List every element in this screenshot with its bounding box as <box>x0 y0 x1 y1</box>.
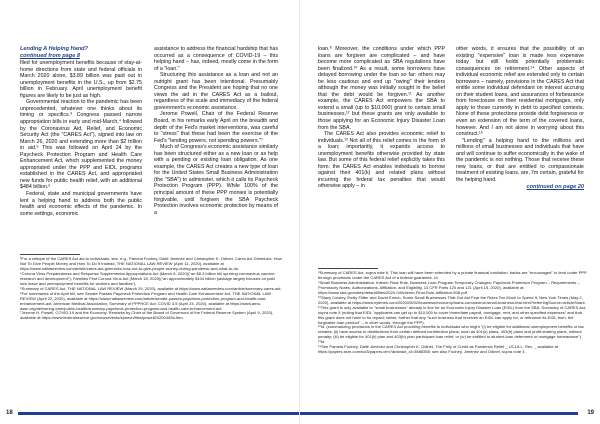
footnote: ¹¹This grant is only available to "small businesses" already in line for an Economic Injury Disaster Loan (EIDL) from the SBA. Summary of CARES Act, supra note 5 (noting that EIDL "applicants can get up to $10,000 to cover immediate payroll, mortgage, rent, and other specified expenses" and that this grant does not have to be repaid; rather, further that any "such business that receives an EIDL can apply for, or refinance its EIDL from, the forgivable loan product" – in other words, through the PPP). <box>318 304 587 325</box>
footnote: ¹⁰Stacy Cowley, Emily Flitter and David Enrich, Some Small Businesses That Got Aid Fear the Rules Too Much to Spend It, New York Times (May 2, 2020), available at https://www.nytimes.com/2020/05/02/business/economy/loans-coronavirus-small-business-fear.html?referringSource=articleShare. <box>318 294 587 305</box>
footnote-divider <box>318 268 378 269</box>
paragraph: Much of Congress's economic assistance similarly has been structured either as a new loan or as help with a pending or existing loan obligation. As one example, the CARES Act creates a new type of loan for the United States Small Business Administration (the "SBA") to administer, which it calls its Paycheck Protection Program (PPP). While 100% of the principal amount of these PPP monies is potentially forgivable, until forgiven the SBA Paycheck Protection involves economic protection by means of a <box>154 144 278 216</box>
footnote: ³For a critique of the CARES Act aid to individuals, see, e.g., Pamela Foohey, Dalié Jiménez and Christopher K. Odinet, Cares Act Gimmicks: How Not To Give People Money and How To Do It Instead, THE NATIONAL LAW REVIEW (April 11, 2020), available at https://www.natlawreview.com/article/cares-act-gimmicks-how-not-to-give-people-money-during-pandemic-and-what-to-do. <box>20 256 282 271</box>
footnotes-right <box>318 271 588 355</box>
footnote-divider <box>20 254 80 255</box>
footnote: ⁷Jerome H. Powell, COVID-19 and the Economy, Remarks by Chair of the Board of Governors of the Federal Reserve System (April 9, 2020), available at https://www.federalreserve.gov/newsevents/speech/files/powell20200409a.htm. <box>20 310 274 321</box>
footnote: ⁴Corona Virus Preparedness and Response Supplemental Appropriations Act (March 6, 2020)("an $8.3 billion bill spurring coronavirus vaccine research and development"); Families First Corona Virus Act (March 18, 2020)("an approximately $104 billion package largely focused on paid sick leave and unemployment benefits for workers and families"). <box>20 270 275 286</box>
page-footer-bar <box>300 412 578 415</box>
article-heading: Lending A Helping Hand? <box>20 46 88 52</box>
footnote: ⁹Small Business Administration, Interim Final Rule, Business Loan Program Temporary Changes; Paycheck Protection Program – Requirements – Promissory Notes, Authorizations, Affiliation, and Eligibility, 13 CFR Parts 120 and 121 (April 15, 2020), available at https://www.sba.gov/sites/default/files/2020-04/Interim-Final-Rule-Affiliation-508.pdf. <box>318 279 580 295</box>
footnote: ¹³Id. <box>318 339 326 345</box>
article-column-2 <box>154 46 278 216</box>
footnote: ¹⁴See Pamela Foohey, Dalié Jiménez and Christopher K. Odinet, The Folly of Credit as Pandemic Relief _ UCLA L. Rev. _ available at https://papers.ssrn.com/sol3/papers.cfm?abstract_id=3588355; see also Foohey, Jiménez and Odinet, supra note 4. <box>318 344 558 355</box>
article-column-4 <box>456 46 584 191</box>
paragraph: loan.⁸ Moreover, the conditions under which PPP loans are forgiven are complicated – and have become more complicated as SBA regulations have been finalized.¹⁰ As a result, some borrowers have delayed borrowing under the loan so far: others may be less cautious and end up "owing" their lenders although the money was initially sought in the belief that the debt would be forgiven.¹¹ As another example, the CARES Act empowers the SBA to extend a small (up to $10,000) grant to certain small businesses,¹² but these grants are only available to those applying for an Economic Injury Disaster Loan from the SBA. <box>318 46 445 131</box>
paragraph: The CARES Act also provides economic relief to individuals.¹³ Not all of this relief comes in the form of a loan; importantly, it expands access to unemployment benefits otherwise provided by state law. But some of this federal relief explicitly takes this form: the CARES Act enables individuals to borrow against their 401(k) and related plans without incurring the federal tax penalties that would otherwise apply – in <box>318 131 445 190</box>
footnote: ⁸Summary of CARES Act, supra note 6. This loan will have been extended by a private financial institution; banks are "encouraged" to lend under PPP through provisions under the CARES Act of a federal guarantee. Id. <box>318 270 587 280</box>
paragraph: Structuring this assistance as a loan and not an outright grant has been intentional. Presumably Congress and the President are hoping that no one views the aid in the CARES Act as a bailout, regardless of the scale and immediacy of the federal government's economic assistance. <box>154 72 278 111</box>
paragraph: other words, it ensures that the possibility of an existing "expensive" loan is made less expensive today but still holds potentially problematic consequences on retirement.¹⁴ Other aspects of individual economic relief are extended only to certain borrowers – namely, provisions in the CARES Act that entitle some individual defendant on interest accruing on their student loans, and assurances of forbearance from foreclosure on their residential mortgages, only apply to those currently in debt to specified contexts. None of these protections provide debt forgiveness or even an extension of the term of the covered loans, however. And I am not alone in worrying about this construct.¹⁵ <box>456 46 584 138</box>
footnote: ⁵Summary of CARES Act, THE NATIONAL LAW REVIEW (March 29, 2020), available at https://www.natlawreview.com/article/summary-cares-act. <box>20 285 282 291</box>
continued-from-link[interactable]: continued from page 8 <box>20 52 80 59</box>
right-page <box>300 0 600 424</box>
paragraph: Federal, state and municipal governments have lent a helping hand to address both the public health and economic effects of the pandemic. In some settings, economic <box>20 191 142 217</box>
page-number: 18 <box>6 410 13 416</box>
paragraph: assistance to address the financial hardship that has occurred as a consequence of COVID-19 – this helping hand – has, indeed, mostly come in the form of a "loan." <box>154 46 278 72</box>
article-column-1 <box>20 46 142 217</box>
continued-on-link[interactable]: continued on page 20 <box>526 184 584 191</box>
footnote: ¹²Id. (summarizing provisions in the CARES Act providing benefits to individuals who might "(i) be eligible for additional unemployment benefits or tax rebates; (ii) have access to distributions from certain defined contribution plans, such as 401(k) plans, 403(b) plans and profit-sharing plans, without penalty; (iii) be eligible for 401(k) plan and 403(b) plan participant loan relief; or (iv) be entitled to student loan deferment or mortgage forbearance"). <box>318 324 584 340</box>
paragraph: "Lending" a helping hand to the millions and millions of small businesses and individuals that have and will continue to suffer economically in the wake of the pandemic is not nothing. Those that receive these new loans, or that are entitled to compassionate treatment of existing loans, are, I'm certain, grateful for the helping hand. <box>456 137 584 183</box>
paragraph: filed for unemployment benefits because of stay-at-home directions from state and federal officials in March 2020 alone, $3.89 billion was paid out in unemployment benefits in the U.S., up from $2.75 billion in February. April unemployment benefit figures are likely to be just as high. <box>20 60 142 99</box>
page-footer-bar <box>18 412 300 415</box>
paragraph: Jerome Powell, Chair of the Federal Reserve Board, in his remarks early April on the breadth and depth of the Fed's market interventions, was careful to "stress" that these had been the exercise of the Fed's "lending powers, not spending powers."⁷ <box>154 111 278 144</box>
page-number: 19 <box>587 410 594 416</box>
article-column-3 <box>318 46 445 190</box>
footnote: ⁶For summaries of the April bill, see Senate Passes Paycheck Protection Program and Health Care Enhancement Act, THE NATIONAL LAW REVIEW (April 22, 2020), available at https://www.natlawreview.com/article/senate-passes-paycheck-protection-program-and-health-care-enhancement-act; American Medical Association, Summary of PPPHCE Act: COVID 3.5 (April 24, 2020), available at https://www.ama-assn.org/delivering-care/public-health/summary-paycheck-protection-program-and-health-care-enhancement-act. <box>20 290 272 311</box>
footnotes-left <box>20 257 282 321</box>
paragraph: Governmental reaction to the pandemic has been unprecedented, whatever one thinks about its timing or specifics.³ Congress passed narrow appropriation bills in early and mid-March,⁴ followed by the Coronavirus Aid, Relief, and Economic Security Act (the "CARES Act"), signed into law on March 26, 2020 and extending more than $2 trillion in aid.⁵ This was followed on April 24 by the Paycheck Protection Program and Health Care Enhancement Act, which supplemented the money appropriated under the PPP and EIDL programs established in the CARES Act, and appropriated new funds for public health relief, with an additional $484 billion.⁶ <box>20 99 143 191</box>
